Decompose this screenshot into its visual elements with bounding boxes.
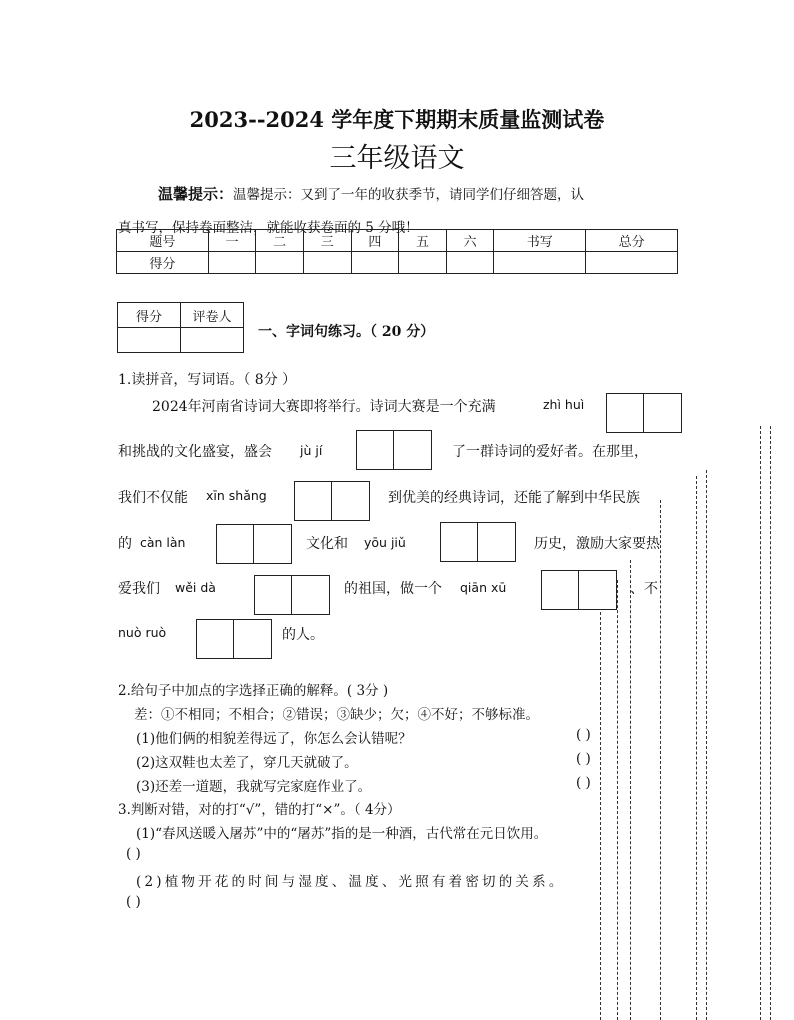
q1-line1: 2024年河南省诗词大赛即将举行。诗词大赛是一个充满 (152, 399, 496, 415)
q2-title: 2.给句子中加点的字选择正确的解释。( 3分 ) (118, 683, 389, 699)
answer-box-canlan[interactable] (216, 524, 292, 564)
q3-answer-1[interactable]: ( ) (126, 846, 141, 862)
q2-item-2: (2)这双鞋也太差了，穿几天就破了。 (136, 755, 358, 771)
q3-item-1: (1)“春风送暖入屠苏”中的“屠苏”指的是一种酒，古代常在元日饮用。 (136, 826, 548, 842)
score-cell[interactable] (399, 252, 447, 274)
answer-box-weida[interactable] (254, 575, 330, 615)
score-header-cell: 五 (399, 230, 447, 252)
answer-box-qianxu[interactable] (541, 570, 617, 610)
score-table-score-row (117, 252, 678, 274)
score-header-cell: 题号 (117, 230, 209, 252)
binding-line-2 (617, 580, 618, 1020)
pinyin-xinshang: xīn shǎng (206, 488, 267, 503)
q1-line3b: 到优美的经典诗词，还能了解到中华民族 (388, 490, 640, 506)
q1-line2b: 了一群诗词的爱好者。在那里， (452, 444, 648, 460)
score-header-cell: 四 (351, 230, 399, 252)
answer-box-juji[interactable] (356, 430, 432, 470)
q2-item-3: (3)还差一道题，我就写完家庭作业了。 (136, 779, 372, 795)
pinyin-weida: wěi dà (175, 580, 216, 595)
section-1-title: 一、字词句练习。（ 20 分） (258, 324, 435, 340)
grader-score-label: 得分 (118, 303, 181, 328)
q1-line4b: 文化和 (306, 536, 348, 552)
pinyin-qianxu: qiān xū (460, 580, 507, 595)
score-cell[interactable] (446, 252, 494, 274)
answer-box-youjiu[interactable] (440, 522, 516, 562)
score-header-cell: 书写 (494, 230, 586, 252)
score-cell[interactable] (494, 252, 586, 274)
score-cell[interactable] (303, 252, 351, 274)
answer-box-nuoruo[interactable] (196, 619, 272, 659)
binding-line-3 (630, 560, 631, 1020)
score-cell[interactable] (586, 252, 678, 274)
score-header-cell: 二 (256, 230, 304, 252)
score-header-cell: 三 (303, 230, 351, 252)
pinyin-canlan: càn làn (140, 535, 186, 550)
score-header-cell: 总分 (586, 230, 678, 252)
exam-title: 2023--2024 学年度下期期末质量监测试卷 (189, 107, 605, 132)
q2-answer-2[interactable]: ( ) (576, 751, 591, 767)
q1-line4a: 的 (118, 536, 132, 552)
q1-line2a: 和挑战的文化盛宴，盛会 (118, 444, 272, 460)
binding-line-1 (600, 612, 601, 1020)
tip-text-1: 温馨提示：又到了一年的收获季节，请同学们仔细答题，认 (233, 187, 585, 203)
pinyin-zhihui: zhì huì (543, 397, 585, 412)
tip-label: 温馨提示： (158, 185, 234, 203)
q3-answer-2[interactable]: ( ) (126, 894, 141, 910)
binding-line-4 (660, 500, 661, 1020)
score-cell[interactable] (208, 252, 256, 274)
exam-subtitle: 三年级语文 (329, 143, 465, 174)
binding-line-5 (696, 476, 697, 1020)
q1-line3a: 我们不仅能 (118, 490, 188, 506)
grader-name-cell[interactable] (181, 328, 244, 353)
score-table (116, 229, 678, 274)
pinyin-juji: jù jí (300, 443, 323, 458)
score-row-label: 得分 (117, 252, 209, 274)
q1-line6b: 的人。 (282, 627, 324, 643)
binding-line-6 (706, 470, 707, 1020)
q2-answer-3[interactable]: ( ) (576, 775, 591, 791)
pinyin-youjiu: yōu jiǔ (364, 535, 406, 550)
score-table-header-row (117, 230, 678, 252)
q1-line5c: 、不 (630, 581, 658, 597)
score-cell[interactable] (351, 252, 399, 274)
pinyin-nuoruo: nuò ruò (118, 625, 167, 640)
binding-line-8 (770, 426, 771, 1020)
binding-line-7 (760, 426, 761, 1020)
grader-table (117, 302, 244, 353)
score-header-cell: 六 (446, 230, 494, 252)
answer-box-xinshang[interactable] (294, 481, 370, 521)
q1-title: 1.读拼音，写词语。（ 8分 ） (118, 372, 297, 388)
q2-options: 差：①不相同；不相合；②错误；③缺少；欠；④不好；不够标准。 (134, 707, 539, 723)
q3-item-2: (2)植物开花的时间与湿度、温度、光照有着密切的关系。 (136, 874, 566, 890)
q1-line5b: 的祖国，做一个 (344, 581, 442, 597)
q2-item-1: (1)他们俩的相貌差得远了，你怎么会认错呢？ (136, 731, 412, 747)
q1-line4c: 历史，激励大家要热 (534, 536, 660, 552)
answer-box-zhihui[interactable] (606, 393, 682, 433)
q3-title: 3.判断对错，对的打“√”，错的打“×”。（ 4分） (118, 802, 401, 818)
score-header-cell: 一 (208, 230, 256, 252)
q2-answer-1[interactable]: ( ) (576, 727, 591, 743)
grader-name-label: 评卷人 (181, 303, 244, 328)
score-cell[interactable] (256, 252, 304, 274)
q1-line5a: 爱我们 (118, 581, 160, 597)
grader-score-cell[interactable] (118, 328, 181, 353)
tip-text-2: 真书写，保持卷面整洁，就能收获卷面的 5 分哦！ (118, 220, 419, 236)
